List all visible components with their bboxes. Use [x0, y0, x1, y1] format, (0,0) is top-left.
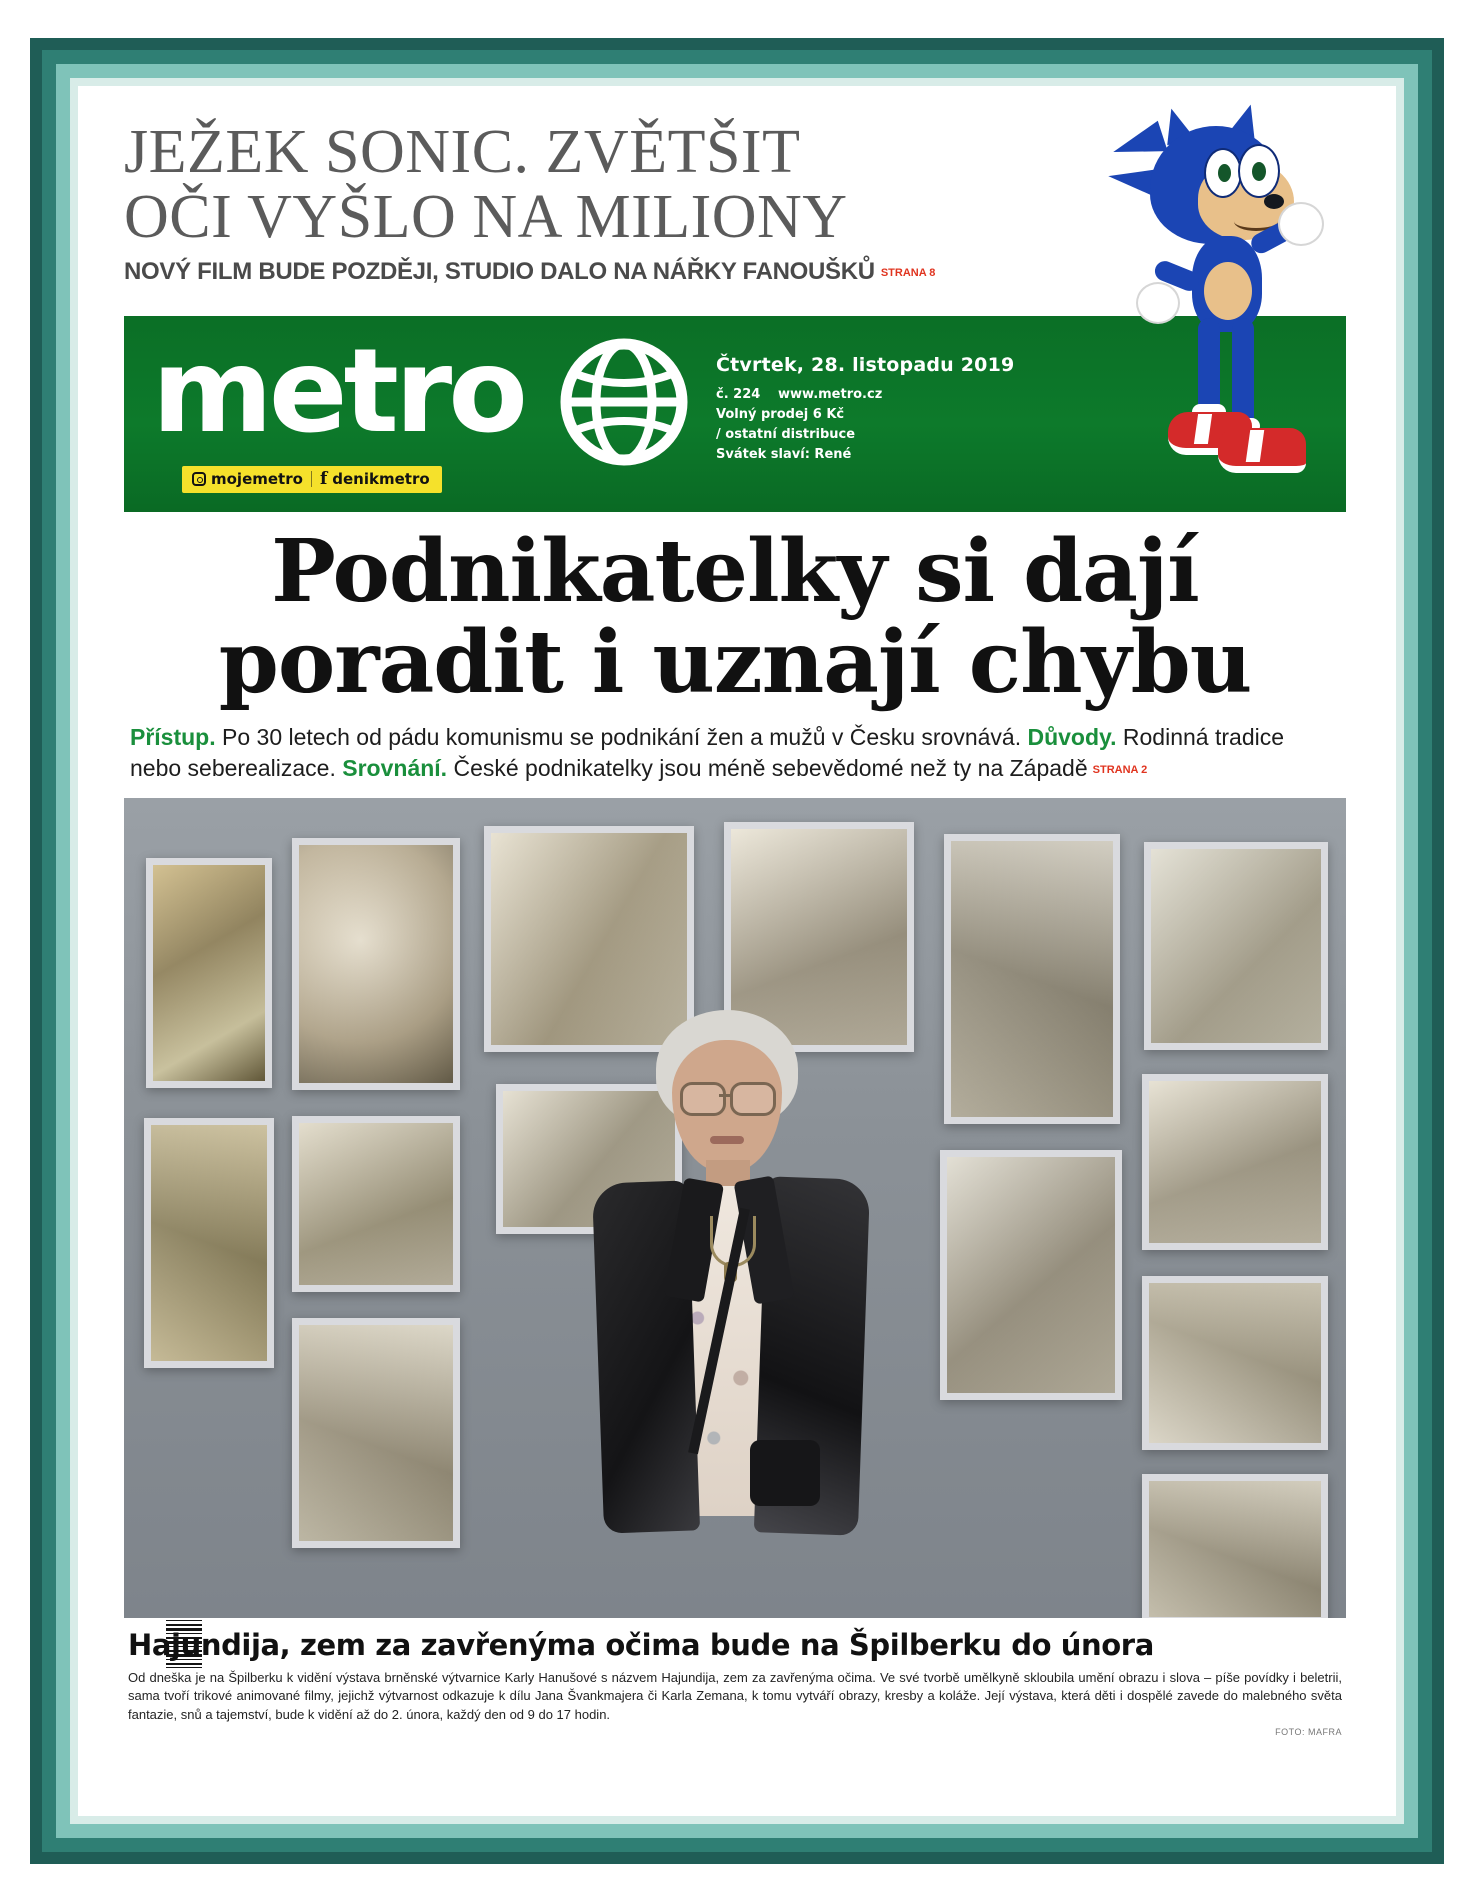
- newspaper-front-page: [78, 86, 1396, 1816]
- metro-logo-text: metro: [152, 324, 524, 459]
- sonic-leg-left: [1198, 318, 1220, 414]
- framed-artwork: [292, 1116, 460, 1292]
- instagram-handle[interactable]: [192, 470, 303, 488]
- sonic-pupil-right: [1252, 162, 1266, 181]
- lede-text-3: České podnikatelky jsou méně sebevědomé než ty na Západě: [447, 755, 1088, 782]
- main-headline[interactable]: [124, 521, 1346, 714]
- top-promo[interactable]: [124, 104, 1346, 316]
- issue-price-line1: Volný prodej 6 Kč: [716, 407, 845, 423]
- framed-artwork: [944, 834, 1120, 1124]
- promo-headline-line2: OČI VYŠLO NA MILIONY: [124, 182, 848, 251]
- issue-meta: [716, 385, 1014, 466]
- main-headline-line1: Podnikatelky si dají: [271, 521, 1199, 622]
- main-headline-line2: poradit i uznají chybu: [218, 612, 1252, 714]
- lede-keyword-duvody: Důvody.: [1027, 724, 1117, 751]
- lede-text-1: Po 30 letech od pádu komunismu se podnikání žen a mužů v Česku srovnává.: [215, 724, 1028, 751]
- instagram-handle-label: mojemetro: [211, 470, 303, 488]
- framed-artwork: [1142, 1474, 1328, 1618]
- issue-number: č. 224: [716, 387, 761, 402]
- issue-number-row: [716, 385, 1014, 405]
- facebook-handle[interactable]: [320, 470, 430, 488]
- lede-paragraph: [124, 722, 1346, 784]
- framed-artwork: [1142, 1276, 1328, 1450]
- issue-nameday: Svátek slaví: René: [716, 447, 852, 463]
- framed-artwork: [1144, 842, 1328, 1050]
- issue-date: Čtvrtek, 28. listopadu 2019: [716, 354, 1015, 376]
- divider: [311, 471, 312, 487]
- issue-website[interactable]: www.metro.cz: [778, 387, 883, 402]
- social-handles-bar[interactable]: [182, 466, 442, 493]
- photographed-woman: [564, 1010, 894, 1618]
- shoulder-bag: [750, 1440, 820, 1506]
- glasses-bridge: [719, 1094, 731, 1097]
- framed-artwork: [146, 858, 272, 1088]
- sonic-glove-right: [1278, 202, 1324, 246]
- promo-headline-line1: JEŽEK SONIC. ZVĚTŠIT: [124, 118, 801, 186]
- caption-body: Od dneška je na Špilberku k vidění výstava brněnské výtvarnice Karly Hanušové s názvem Hajundija, zem za zavřenýma očima. Ve své tvorbě umělkyně skloubila umění obrazu i slova – píše povídky i beletrii, sama tvoří trikové animované filmy, jejichž výtvarnost odkazuje k dílu Jana Švankmajera či Karla Zemana, k tomu vytváří obrazy, kresby a koláže. Její výstava, která děti i dospělé zavede do malebného světa fantazie, snů a tajemství, bude k vidění až do 2. února, každý den od 9 do 17 hodin.: [128, 1669, 1342, 1722]
- glasses-icon: [730, 1082, 776, 1116]
- page-content: [124, 104, 1346, 1798]
- issue-information: [716, 354, 1014, 466]
- sonic-the-hedgehog-mascot: [1106, 112, 1356, 522]
- issue-price-line2: / ostatní distribuce: [716, 427, 856, 443]
- photo-caption-block: [124, 1628, 1346, 1737]
- globe-icon: [560, 338, 688, 466]
- woman-mouth: [710, 1136, 744, 1144]
- caption-title[interactable]: Hajundija, zem za zavřenýma očima bude na Špilberku do února: [128, 1627, 1154, 1662]
- instagram-icon: [192, 472, 206, 486]
- lede-keyword-srovnani: Srovnání.: [342, 755, 448, 782]
- main-photo: [124, 798, 1346, 1618]
- sonic-glove-left: [1136, 282, 1180, 324]
- lede-keyword-pristup: Přístup.: [130, 724, 216, 751]
- framed-artwork: [940, 1150, 1122, 1400]
- facebook-icon: f: [319, 468, 328, 489]
- framed-artwork: [1142, 1074, 1328, 1250]
- lede-text-2: Rodinná tradice nebo seberealizace.: [130, 724, 1285, 782]
- promo-page-reference: STRANA 8: [880, 266, 936, 279]
- framed-artwork: [144, 1118, 274, 1368]
- promo-subline-text: NOVÝ FILM BUDE POZDĚJI, STUDIO DALO NA NÁŘKY FANOUŠKŮ: [124, 257, 875, 285]
- lede-page-reference: STRANA 2: [1092, 764, 1148, 777]
- sonic-belly: [1204, 262, 1252, 320]
- glasses-icon: [680, 1082, 726, 1116]
- photo-credit: FOTO: MAFRA: [1275, 1727, 1342, 1738]
- metro-logo[interactable]: [152, 324, 524, 459]
- framed-artwork: [292, 1318, 460, 1548]
- sonic-pupil-left: [1218, 164, 1231, 182]
- sonic-nose: [1264, 194, 1284, 209]
- facebook-handle-label: denikmetro: [332, 470, 430, 488]
- framed-artwork: [292, 838, 460, 1090]
